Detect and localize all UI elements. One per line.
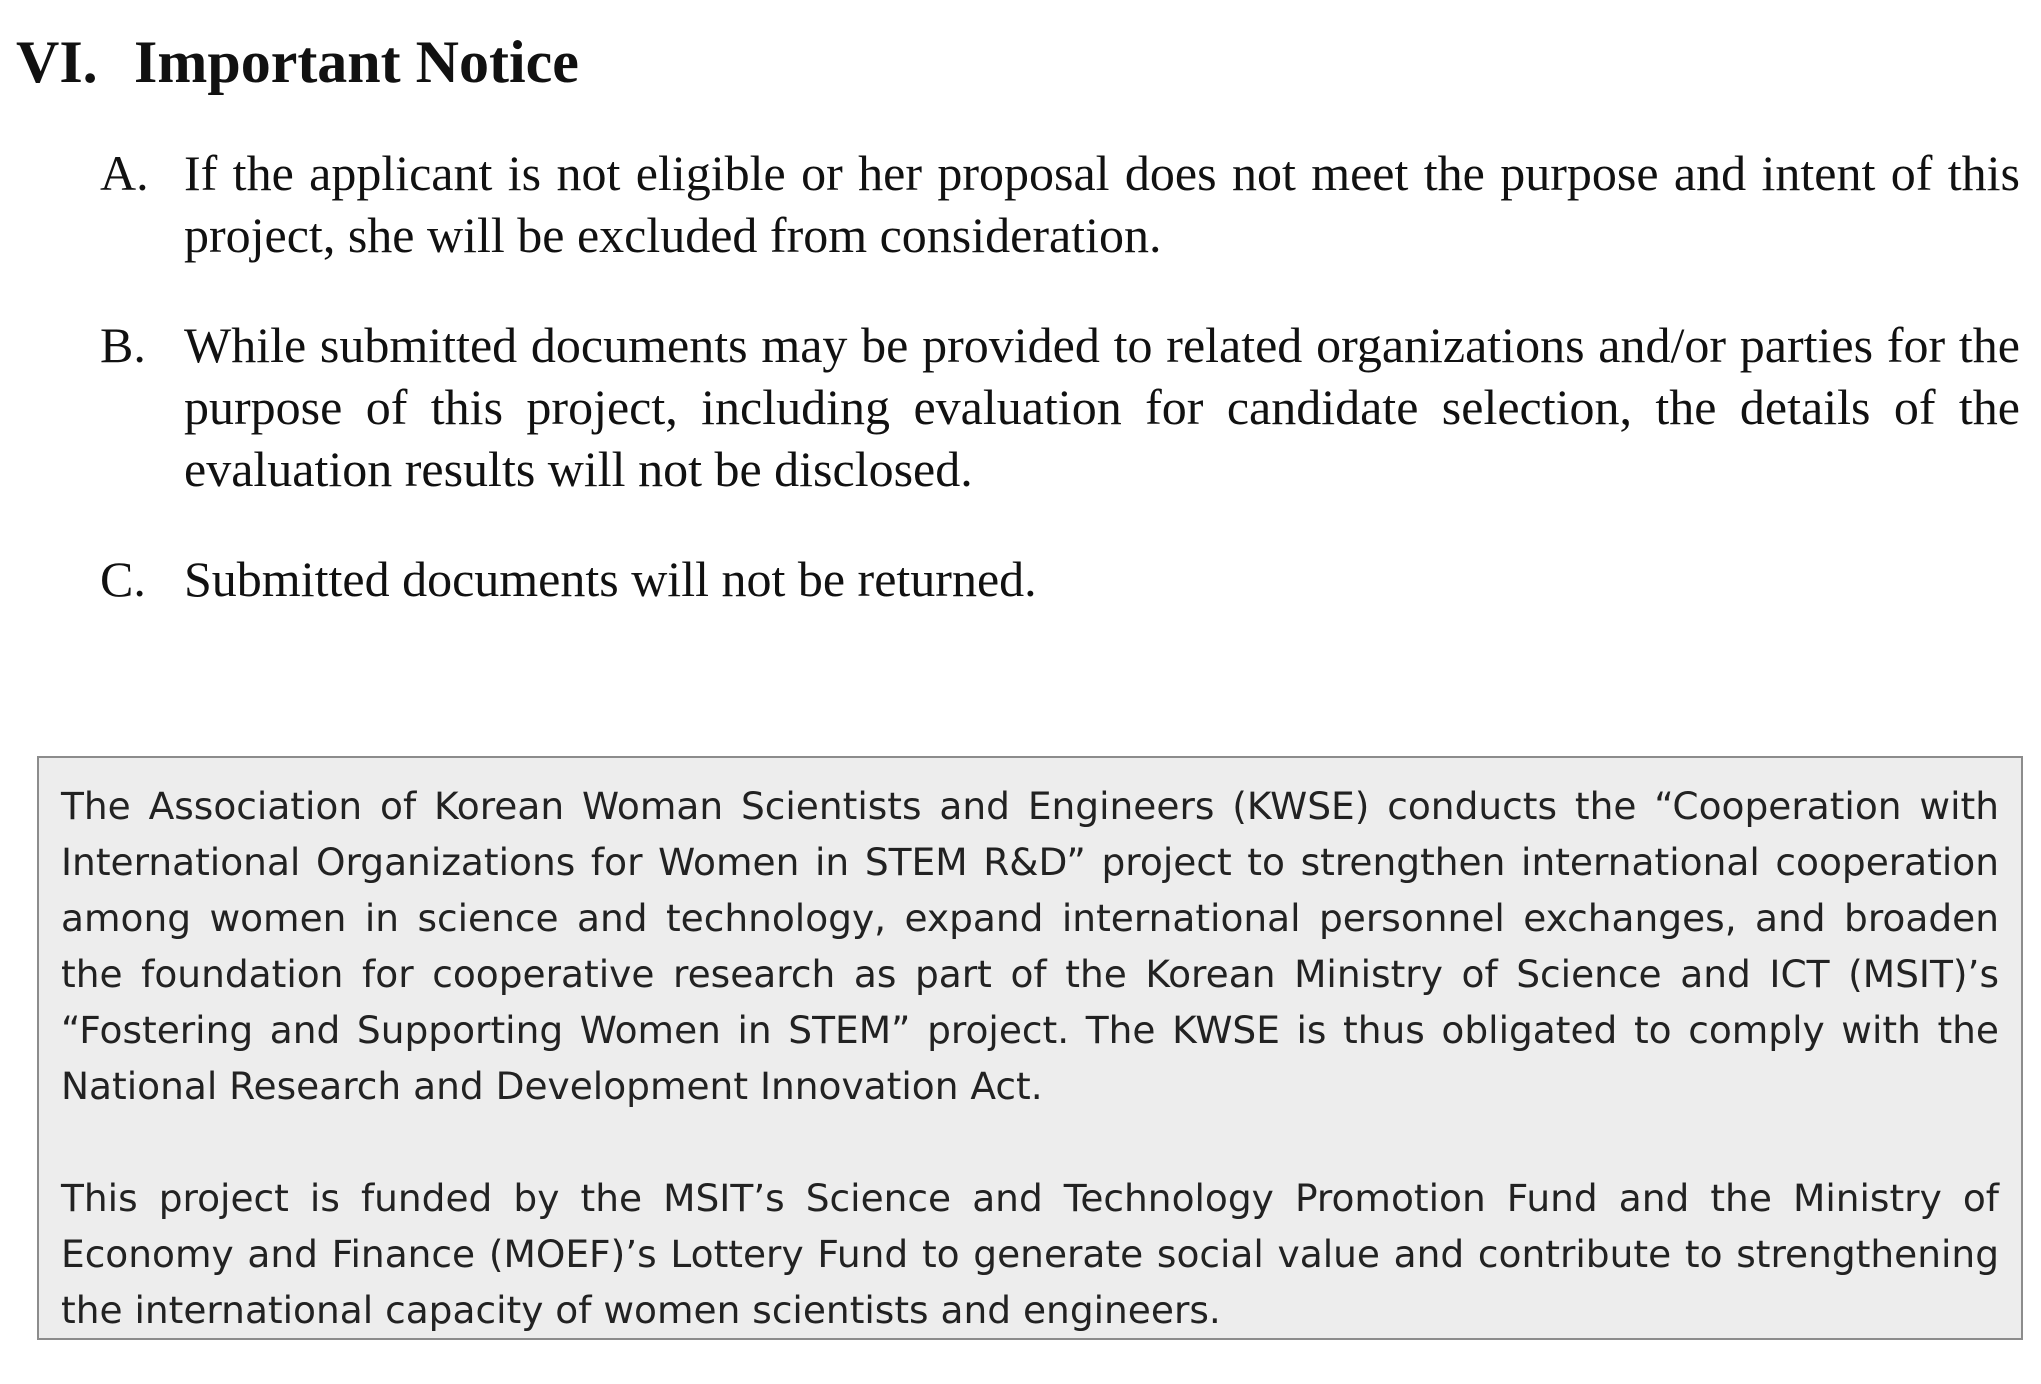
notice-letter: A. <box>100 145 149 201</box>
notice-letter: C. <box>100 551 146 607</box>
notice-text: While submitted documents may be provided to related organizations and/or parties for the purpose of this project, including evaluation for candidate selection, the details of the evaluation results will not be disclosed. <box>184 317 2020 497</box>
notice-item-b <box>100 314 2020 500</box>
notice-item-c <box>100 548 2020 610</box>
funding-info-box <box>37 756 2023 1340</box>
notice-text: If the applicant is not eligible or her proposal does not meet the purpose and intent of this project, she will be excluded from consideration. <box>184 145 2020 263</box>
info-paragraph-funding: This project is funded by the MSIT’s Science and Technology Promotion Fund and the Ministry of Economy and Finance (MOEF)’s Lottery Fund to generate social value and contribute to strengthening the international capacity of women scientists and engineers. <box>61 1176 1999 1332</box>
notice-text: Submitted documents will not be returned. <box>184 551 1037 607</box>
notice-item-a <box>100 142 2020 266</box>
section-title: Important Notice <box>134 29 579 95</box>
notice-letter: B. <box>100 317 146 373</box>
section-heading <box>16 24 579 100</box>
notice-list <box>100 142 2020 658</box>
section-number: VI. <box>16 29 98 95</box>
info-paragraph-project: The Association of Korean Woman Scientists and Engineers (KWSE) conducts the “Cooperation with International Organizations for Women in STEM R&D” project to strengthen international cooperation among women in science and technology, expand international personnel exchanges, and broaden the foundation for cooperative research as part of the Korean Ministry of Science and ICT (MSIT)’s “Fostering and Supporting Women in STEM” project. The KWSE is thus obligated to comply with the National Research and Development Innovation Act. <box>61 784 1999 1108</box>
